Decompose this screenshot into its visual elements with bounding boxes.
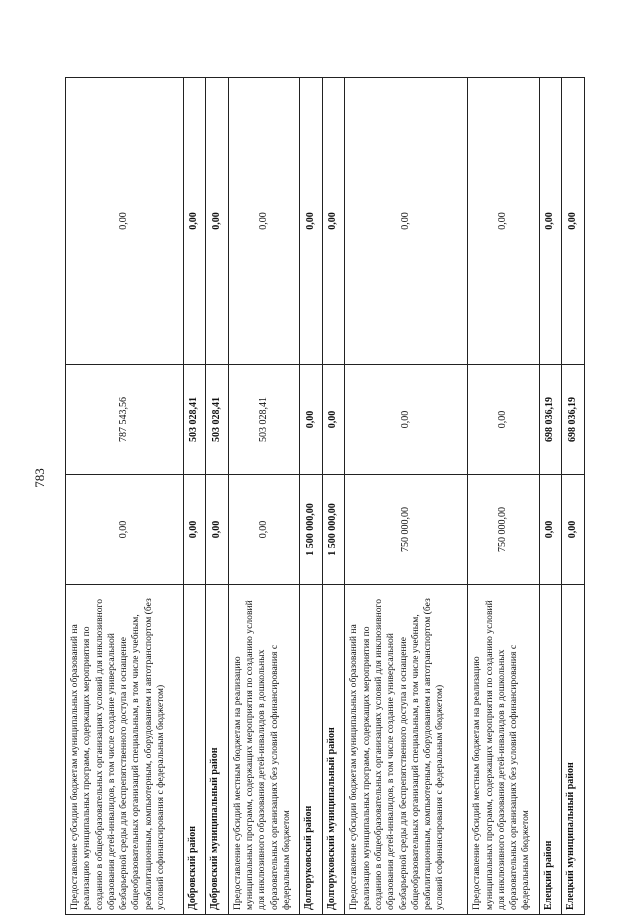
- row-value-2: 0,00: [345, 365, 468, 475]
- row-value-3: 0,00: [468, 78, 540, 365]
- table-row: [300, 78, 323, 915]
- row-value-3: 0,00: [322, 78, 345, 365]
- row-value-3: 0,00: [228, 78, 300, 365]
- row-value-2: 503 028,41: [228, 365, 300, 475]
- row-value-3: 0,00: [562, 78, 585, 365]
- row-name: Елецкий район: [539, 585, 562, 915]
- row-value-3: 0,00: [345, 78, 468, 365]
- row-value-1: 1 500 000,00: [300, 475, 323, 585]
- row-name: Добровский муниципальный район: [206, 585, 229, 915]
- table-row: [206, 78, 229, 915]
- row-value-2: 503 028,41: [183, 365, 206, 475]
- row-name: Предоставление субсидий местным бюджетам на реализацию муниципальных программ, содержащих мероприятия по созданию условий для инклюзивного образования детей-инвалидов в дошкольных образовательных организациях без условий софинансирования с федеральным бюджетом: [468, 585, 540, 915]
- row-value-1: 0,00: [206, 475, 229, 585]
- row-value-1: 750 000,00: [345, 475, 468, 585]
- row-name: Предоставление субсидии бюджетам муниципальных образований на реализацию муниципальных программ, содержащих мероприятия по созданию в общеобразовательных организациях условий для инклюзивного образования детей-инвалидов, в том числе создание универсальной безбарьерной среды для беспрепятственного доступа и оснащение общеобразовательных организаций специальным, в том числе учебным, реабилитационным, компьютерным, оборудованием и автотранспортом (без условий софинансирования с федеральным бюджетом): [345, 585, 468, 915]
- row-value-3: 0,00: [539, 78, 562, 365]
- table-row: [562, 78, 585, 915]
- row-value-1: 0,00: [228, 475, 300, 585]
- row-value-2: 503 028,41: [206, 365, 229, 475]
- row-value-2: 0,00: [468, 365, 540, 475]
- table-row: [322, 78, 345, 915]
- row-name: Предоставление субсидий местным бюджетам на реализацию муниципальных программ, содержащих мероприятия по созданию условий для инклюзивного образования детей-инвалидов в дошкольных образовательных организациях без условий софинансирования с федеральным бюджетом: [228, 585, 300, 915]
- table-row: [228, 78, 300, 915]
- row-name: Долгоруковский муниципальный район: [322, 585, 345, 915]
- row-value-1: 0,00: [183, 475, 206, 585]
- row-value-3: 0,00: [300, 78, 323, 365]
- row-value-2: 787 543,56: [66, 365, 184, 475]
- row-value-3: 0,00: [66, 78, 184, 365]
- table-row: [539, 78, 562, 915]
- row-name: Предоставление субсидии бюджетам муниципальных образований на реализацию муниципальных программ, содержащих мероприятия по созданию в общеобразовательных организациях условий для инклюзивного образования детей-инвалидов, в том числе создание универсальной безбарьерной среды для беспрепятственного доступа и оснащение общеобразовательных организаций специальным, в том числе учебным, реабилитационным, компьютерным, оборудованием и автотранспортом (без условий софинансирования с федеральным бюджетом): [66, 585, 184, 915]
- row-value-1: 0,00: [66, 475, 184, 585]
- rotated-table-container: [65, 78, 585, 915]
- row-value-2: 0,00: [300, 365, 323, 475]
- row-value-1: 0,00: [539, 475, 562, 585]
- page-number: 783: [31, 468, 47, 488]
- row-value-2: 698 036,19: [539, 365, 562, 475]
- table-row: [468, 78, 540, 915]
- row-value-2: 698 036,19: [562, 365, 585, 475]
- row-name: Долгоруковский район: [300, 585, 323, 915]
- row-name: Добровский район: [183, 585, 206, 915]
- row-value-1: 750 000,00: [468, 475, 540, 585]
- row-value-1: 0,00: [562, 475, 585, 585]
- row-value-3: 0,00: [183, 78, 206, 365]
- row-value-3: 0,00: [206, 78, 229, 365]
- table-row: [183, 78, 206, 915]
- row-name: Елецкий муниципальный район: [562, 585, 585, 915]
- table-row: [66, 78, 184, 915]
- budget-table: [65, 77, 585, 915]
- row-value-2: 0,00: [322, 365, 345, 475]
- row-value-1: 1 500 000,00: [322, 475, 345, 585]
- table-row: [345, 78, 468, 915]
